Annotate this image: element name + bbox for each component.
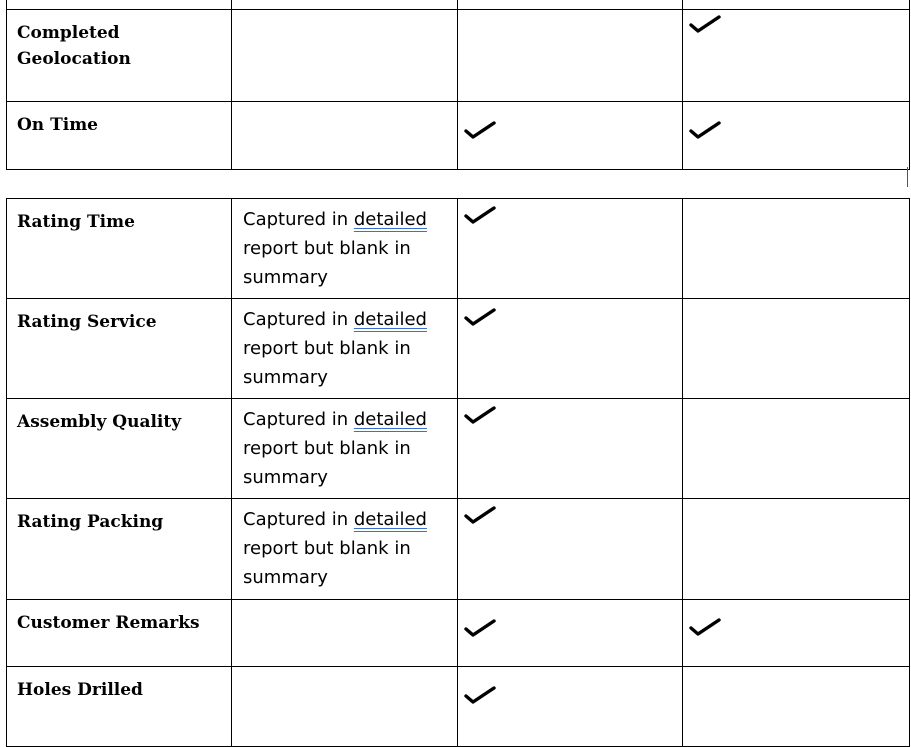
feature-table-top [6, 0, 910, 170]
label-cell [7, 10, 232, 102]
check-cell [458, 399, 683, 499]
check-mark-icon [689, 617, 721, 639]
note-cell [232, 399, 458, 499]
note-text: Captured in [243, 309, 354, 330]
label-cell [7, 399, 232, 499]
label-cell [7, 667, 232, 747]
note-text: report but blank in summary [243, 238, 411, 288]
check-mark-icon [464, 618, 496, 640]
note-cell [232, 600, 458, 667]
label-cell [7, 102, 232, 170]
note-cell [232, 299, 458, 399]
check-mark-icon [464, 307, 496, 329]
table-row [7, 600, 910, 667]
check-cell [458, 102, 683, 170]
note-text: Captured in [243, 209, 354, 230]
check-cell [458, 299, 683, 399]
check-cell [458, 0, 683, 10]
table-row [7, 499, 910, 600]
row-note [232, 199, 457, 292]
check-mark-icon [464, 120, 496, 142]
check-cell [458, 499, 683, 600]
note-cell [232, 10, 458, 102]
row-label: Rating Service [17, 312, 157, 332]
table-row [7, 299, 910, 399]
check-cell [683, 10, 910, 102]
check-cell [683, 0, 910, 10]
label-cell [7, 600, 232, 667]
row-label: Assembly Quality [17, 412, 182, 432]
note-cell [232, 102, 458, 170]
row-label: Completed Geolocation [17, 23, 131, 69]
row-label: Customer Remarks [17, 613, 200, 633]
check-cell [683, 299, 910, 399]
label-cell [7, 199, 232, 299]
label-cell [7, 299, 232, 399]
spellcheck-word[interactable]: detailed [353, 209, 427, 230]
check-mark-icon [464, 205, 496, 227]
check-cell [458, 10, 683, 102]
spellcheck-word[interactable]: detailed [353, 409, 427, 430]
row-label: Rating Time [17, 212, 135, 232]
check-cell [458, 667, 683, 747]
row-note [232, 499, 457, 592]
note-text: report but blank in summary [243, 338, 411, 388]
check-mark-icon [689, 14, 721, 36]
spellcheck-word[interactable]: detailed [353, 509, 427, 530]
note-text: report but blank in summary [243, 438, 411, 488]
table-row [7, 667, 910, 747]
note-text: report but blank in summary [243, 538, 411, 588]
check-mark-icon [689, 120, 721, 142]
note-text: Captured in [243, 409, 354, 430]
row-label: On Time [17, 115, 98, 135]
text-cursor [907, 167, 908, 187]
check-cell [683, 600, 910, 667]
check-cell [683, 667, 910, 747]
note-cell [232, 199, 458, 299]
check-cell [683, 199, 910, 299]
spellcheck-word[interactable]: detailed [353, 309, 427, 330]
check-cell [683, 102, 910, 170]
table-row [7, 0, 910, 10]
feature-table-bottom [6, 198, 910, 747]
check-mark-icon [464, 405, 496, 427]
note-text: Captured in [243, 509, 354, 530]
table-row [7, 199, 910, 299]
row-label: Holes Drilled [17, 680, 143, 700]
label-cell [7, 499, 232, 600]
note-cell [232, 0, 458, 10]
row-note [232, 299, 457, 392]
check-mark-icon [464, 505, 496, 527]
label-cell [7, 0, 232, 10]
table-row [7, 10, 910, 102]
check-cell [683, 399, 910, 499]
table-row [7, 102, 910, 170]
note-cell [232, 667, 458, 747]
check-cell [458, 199, 683, 299]
check-cell [458, 600, 683, 667]
table-row [7, 399, 910, 499]
check-cell [683, 499, 910, 600]
check-mark-icon [464, 685, 496, 707]
row-label: Rating Packing [17, 512, 164, 532]
row-note [232, 399, 457, 492]
note-cell [232, 499, 458, 600]
